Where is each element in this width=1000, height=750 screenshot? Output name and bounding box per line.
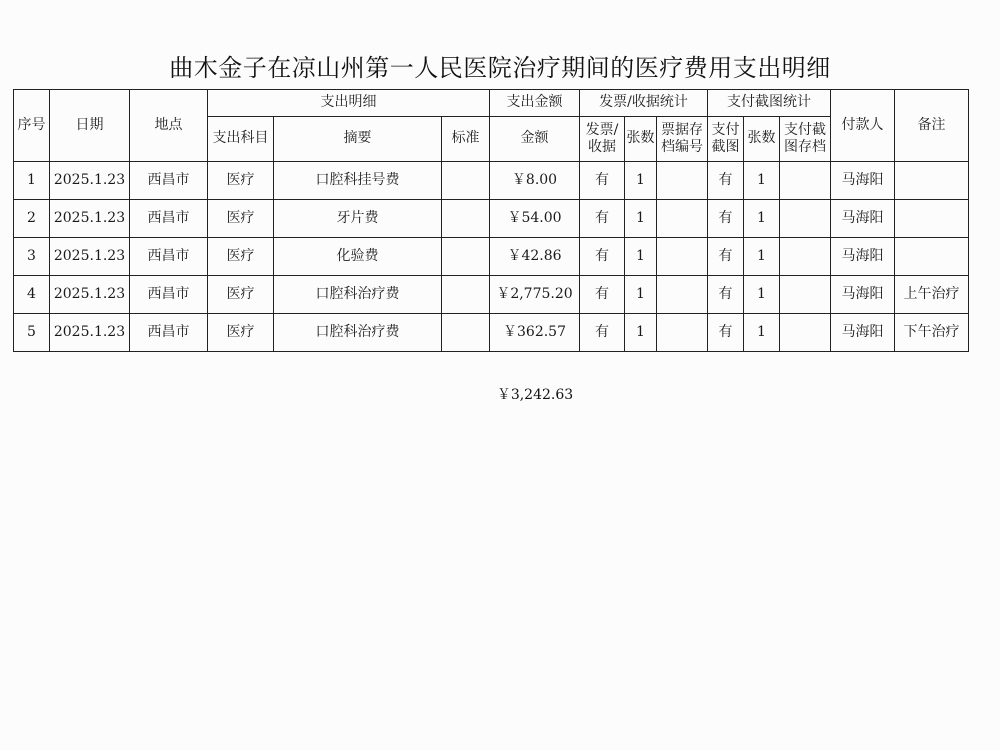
cell-payer: 马海阳	[831, 200, 895, 238]
cell-payment-count: 1	[744, 276, 780, 314]
cell-invoice-archive	[657, 238, 708, 276]
header-payer: 付款人	[831, 90, 895, 162]
cell-payment-shot: 有	[708, 238, 744, 276]
cell-date: 2025.1.23	[50, 314, 130, 352]
cell-seq: 2	[14, 200, 50, 238]
header-date: 日期	[50, 90, 130, 162]
header-invoice-count: 张数	[625, 117, 657, 162]
cell-date: 2025.1.23	[50, 238, 130, 276]
cell-standard	[442, 200, 490, 238]
header-group-amount: 支出金额	[490, 90, 580, 117]
cell-invoice: 有	[580, 314, 625, 352]
cell-category: 医疗	[208, 238, 274, 276]
cell-seq: 1	[14, 162, 50, 200]
cell-invoice-count: 1	[625, 276, 657, 314]
header-seq: 序号	[14, 90, 50, 162]
cell-invoice: 有	[580, 200, 625, 238]
cell-payment-count: 1	[744, 238, 780, 276]
header-amount: 金额	[490, 117, 580, 162]
header-group-invoice: 发票/收据统计	[580, 90, 708, 117]
header-invoice-archive: 票据存 档编号	[657, 117, 708, 162]
cell-amount: ￥54.00	[490, 200, 580, 238]
cell-note	[895, 238, 969, 276]
cell-invoice-count: 1	[625, 238, 657, 276]
cell-amount: ￥8.00	[490, 162, 580, 200]
cell-payment-archive	[780, 162, 831, 200]
grand-total: ￥3,242.63	[496, 387, 574, 403]
cell-payment-archive	[780, 314, 831, 352]
cell-payer: 马海阳	[831, 314, 895, 352]
cell-invoice-count: 1	[625, 200, 657, 238]
cell-place: 西昌市	[130, 200, 208, 238]
cell-payment-count: 1	[744, 162, 780, 200]
table-row	[14, 162, 969, 200]
cell-payer: 马海阳	[831, 162, 895, 200]
cell-summary: 化验费	[274, 238, 442, 276]
cell-category: 医疗	[208, 314, 274, 352]
cell-date: 2025.1.23	[50, 200, 130, 238]
cell-seq: 5	[14, 314, 50, 352]
cell-payment-shot: 有	[708, 314, 744, 352]
header-summary: 摘要	[274, 117, 442, 162]
cell-payment-shot: 有	[708, 200, 744, 238]
cell-standard	[442, 162, 490, 200]
header-payment-count: 张数	[744, 117, 780, 162]
header-payment-archive: 支付截 图存档	[780, 117, 831, 162]
table-row	[14, 314, 969, 352]
cell-invoice: 有	[580, 276, 625, 314]
cell-standard	[442, 276, 490, 314]
header-payment-shot: 支付 截图	[708, 117, 744, 162]
header-note: 备注	[895, 90, 969, 162]
cell-date: 2025.1.23	[50, 276, 130, 314]
header-category: 支出科目	[208, 117, 274, 162]
cell-standard	[442, 238, 490, 276]
cell-invoice-archive	[657, 314, 708, 352]
cell-payment-count: 1	[744, 314, 780, 352]
expense-table	[13, 89, 969, 352]
header-place: 地点	[130, 90, 208, 162]
cell-note	[895, 162, 969, 200]
header-standard: 标准	[442, 117, 490, 162]
cell-note: 下午治疗	[895, 314, 969, 352]
cell-payment-shot: 有	[708, 162, 744, 200]
cell-category: 医疗	[208, 276, 274, 314]
page-title: 曲木金子在凉山州第一人民医院治疗期间的医疗费用支出明细	[169, 54, 831, 82]
cell-place: 西昌市	[130, 238, 208, 276]
cell-note: 上午治疗	[895, 276, 969, 314]
cell-note	[895, 200, 969, 238]
cell-standard	[442, 314, 490, 352]
cell-summary: 口腔科治疗费	[274, 314, 442, 352]
cell-payment-archive	[780, 200, 831, 238]
cell-category: 医疗	[208, 200, 274, 238]
header-group-detail: 支出明细	[208, 90, 490, 117]
cell-summary: 牙片费	[274, 200, 442, 238]
cell-payment-archive	[780, 276, 831, 314]
table-row	[14, 276, 969, 314]
header-invoice: 发票/ 收据	[580, 117, 625, 162]
cell-date: 2025.1.23	[50, 162, 130, 200]
cell-amount: ￥42.86	[490, 238, 580, 276]
cell-payment-shot: 有	[708, 276, 744, 314]
cell-place: 西昌市	[130, 314, 208, 352]
cell-payment-count: 1	[744, 200, 780, 238]
cell-summary: 口腔科挂号费	[274, 162, 442, 200]
header-row-top	[14, 90, 969, 117]
cell-category: 医疗	[208, 162, 274, 200]
cell-place: 西昌市	[130, 276, 208, 314]
cell-seq: 4	[14, 276, 50, 314]
cell-amount: ￥362.57	[490, 314, 580, 352]
cell-invoice-archive	[657, 162, 708, 200]
cell-invoice-count: 1	[625, 162, 657, 200]
cell-place: 西昌市	[130, 162, 208, 200]
cell-seq: 3	[14, 238, 50, 276]
cell-payer: 马海阳	[831, 238, 895, 276]
cell-invoice-archive	[657, 276, 708, 314]
cell-amount: ￥2,775.20	[490, 276, 580, 314]
cell-payment-archive	[780, 238, 831, 276]
table-row	[14, 238, 969, 276]
header-group-payment: 支付截图统计	[708, 90, 831, 117]
cell-payer: 马海阳	[831, 276, 895, 314]
cell-invoice: 有	[580, 162, 625, 200]
cell-invoice-archive	[657, 200, 708, 238]
cell-summary: 口腔科治疗费	[274, 276, 442, 314]
cell-invoice-count: 1	[625, 314, 657, 352]
table-row	[14, 200, 969, 238]
cell-invoice: 有	[580, 238, 625, 276]
